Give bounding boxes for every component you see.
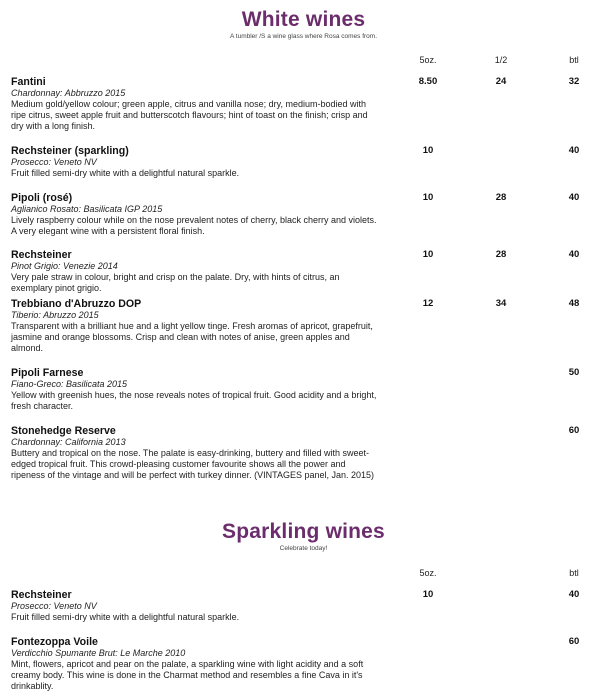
wine-name: Rechsteiner [11, 249, 72, 261]
col-head-5oz: 5oz. [419, 55, 437, 65]
wine-description: Transparent with a brilliant hue and a light yellow tinge. Fresh aromas of apricot, grapefruit, jasmine and orange blossoms. Crisp and clean with notes of anise, green apples and almond. [11, 321, 373, 353]
wine-entry-fantini [11, 76, 381, 132]
wine-varietal: Prosecco: Veneto NV [11, 601, 97, 611]
wine-entry-pipoli-farnese [11, 367, 381, 412]
wine-varietal: Chardonnay: California 2013 [11, 437, 126, 447]
wine-description: Lively raspberry colour while on the nose prevalent notes of cherry, black cherry and violets. A very elegant wine with a persistent floral finish. [11, 215, 377, 236]
sparkling-wines-subtitle: Celebrate today! [279, 545, 328, 552]
price-btl: 60 [568, 636, 580, 647]
wine-varietal: Verdicchio Spumante Brut: Le Marche 2010 [11, 648, 186, 658]
wine-name: Trebbiano d'Abruzzo DOP [11, 298, 142, 310]
wine-varietal: Chardonnay: Abbruzzo 2015 [11, 88, 126, 98]
wine-name: Pipoli (rosé) [11, 192, 73, 204]
price-btl: 50 [568, 367, 580, 378]
col-head-5oz: 5oz. [419, 568, 437, 578]
wine-description: Fruit filled semi-dry white with a delightful natural sparkle. [11, 612, 240, 622]
price-btl: 40 [568, 589, 580, 600]
wine-varietal: Aglianico Rosato: Basilicata IGP 2015 [11, 204, 163, 214]
price-btl: 40 [568, 192, 580, 203]
price-btl: 32 [568, 76, 580, 87]
price-half: 34 [495, 298, 507, 309]
wine-name: Fontezoppa Voile [11, 636, 98, 648]
wine-name: Stonehedge Reserve [11, 425, 116, 437]
price-5oz: 8.50 [418, 76, 438, 87]
price-btl: 60 [568, 425, 580, 436]
col-head-btl: btl [569, 568, 579, 578]
wine-description: Mint, flowers, apricot and pear on the palate, a sparkling wine with light acidity and a soft creamy body. This wine is done in the Charmat method and resembles a fine Cava in it's drinkablity. [11, 659, 364, 691]
wine-entry-trebbiano [11, 298, 381, 354]
wine-description: Medium gold/yellow colour; green apple, citrus and vanilla nose; dry, medium-bodied with ripe citrus, sweet apple fruit and butterscotch flavours; hint of toast on the finish; crisp and dry with a long finish. [11, 99, 368, 131]
price-btl: 40 [568, 145, 580, 156]
price-5oz: 10 [422, 145, 434, 156]
wine-entry-stonehedge [11, 425, 381, 481]
wine-description: Fruit filled semi-dry white with a delightful natural sparkle. [11, 168, 240, 178]
price-half: 28 [495, 249, 507, 260]
price-5oz: 10 [422, 249, 434, 260]
white-wines-subtitle: A tumbler /S a wine glass where Rosa comes from. [229, 33, 378, 40]
price-btl: 48 [568, 298, 580, 309]
price-btl: 40 [568, 249, 580, 260]
wine-varietal: Fiano-Greco: Basilicata 2015 [11, 379, 128, 389]
wine-name: Fantini [11, 76, 46, 88]
wine-entry-rechsteiner-prosecco [11, 589, 381, 623]
wine-description: Yellow with greenish hues, the nose reveals notes of tropical fruit. Good acidity and a bright, fresh character. [11, 390, 377, 411]
wine-varietal: Prosecco: Veneto NV [11, 157, 97, 167]
price-half: 28 [495, 192, 507, 203]
price-5oz: 10 [422, 589, 434, 600]
white-wines-title: White wines [241, 8, 366, 31]
col-head-btl: btl [569, 55, 579, 65]
wine-varietal: Pinot Grigio: Venezie 2014 [11, 261, 118, 271]
wine-description: Buttery and tropical on the nose. The palate is easy-drinking, buttery and filled with sweet-edged tropical fruit. This crowd-pleasing customer favourite shows all the power and ripeness of the vintage and will be perfect with turkey dinner. (VINTAGES panel, Jan. 2015) [11, 448, 375, 480]
sparkling-wines-title: Sparkling wines [222, 520, 385, 543]
wine-entry-rechsteiner-sparkling [11, 145, 381, 179]
price-5oz: 12 [422, 298, 434, 309]
wine-varietal: Tiberio: Abruzzo 2015 [11, 310, 99, 320]
price-5oz: 10 [422, 192, 434, 203]
wine-entry-rechsteiner-pinot [11, 249, 381, 294]
wine-entry-fontezoppa [11, 636, 381, 692]
wine-description: Very pale straw in colour, bright and crisp on the palate. Dry, with hints of citrus, an exemplary pinot grigio. [11, 272, 340, 293]
wine-name: Rechsteiner (sparkling) [11, 145, 129, 157]
wine-name: Rechsteiner [11, 589, 72, 601]
price-half: 24 [495, 76, 507, 87]
col-head-half: 1/2 [494, 55, 508, 65]
wine-name: Pipoli Farnese [11, 367, 84, 379]
wine-entry-pipoli-rose [11, 192, 381, 237]
